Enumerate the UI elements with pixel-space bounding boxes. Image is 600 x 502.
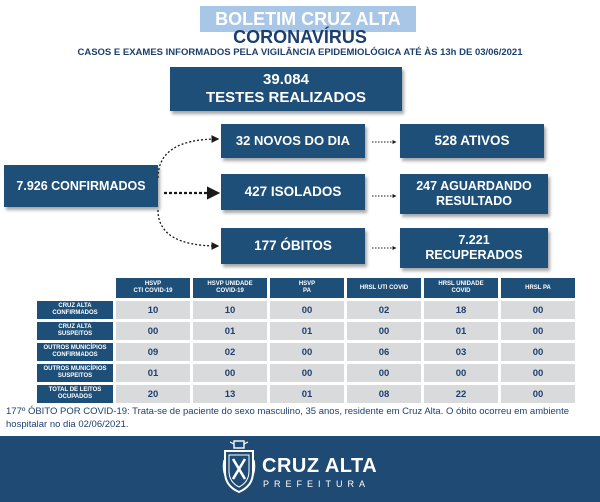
table-cell: 01	[270, 322, 344, 340]
awaiting-line2: RESULTADO	[436, 194, 512, 208]
row-header: CRUZ ALTA SUSPEITOS	[37, 322, 113, 340]
table-cell: 02	[193, 343, 267, 361]
brand-name: CRUZ ALTA	[262, 455, 378, 477]
awaiting-box	[400, 174, 548, 214]
table-row	[37, 385, 575, 403]
table-row	[37, 322, 575, 340]
table-cell: 01	[424, 322, 498, 340]
table-row	[37, 364, 575, 382]
row-header: CRUZ ALTA CONFIRMADOS	[37, 301, 113, 319]
table-cell: 10	[193, 301, 267, 319]
table-cell: 08	[347, 385, 421, 403]
table-cell: 22	[424, 385, 498, 403]
row-header: OUTROS MUNICÍPIOS CONFIRMADOS	[37, 343, 113, 361]
table-cell: 01	[270, 385, 344, 403]
table-cell: 00	[501, 385, 575, 403]
tests-number: 39.084	[263, 71, 309, 88]
table-cell: 00	[116, 322, 190, 340]
bulletin-subtitle: CORONAVÍRUS	[233, 27, 367, 47]
table-cell: 18	[424, 301, 498, 319]
table-cell: 13	[193, 385, 267, 403]
table-cell: 01	[116, 364, 190, 382]
table-cell: 09	[116, 343, 190, 361]
table-cell: 03	[424, 343, 498, 361]
tests-label: TESTES REALIZADOS	[205, 89, 366, 106]
table-row	[37, 343, 575, 361]
table-cell: 00	[270, 343, 344, 361]
recovered-box	[400, 228, 548, 268]
table-cell: 00	[347, 364, 421, 382]
active-box: 528 ATIVOS	[400, 124, 544, 158]
row-header: OUTROS MUNICÍPIOS SUSPEITOS	[37, 364, 113, 382]
table-cell: 00	[501, 364, 575, 382]
table-cell: 00	[270, 364, 344, 382]
column-header: HRSL UNIDADE COVID	[424, 278, 498, 298]
column-header: HRSL UTI COVID	[347, 278, 421, 298]
column-header: HRSL PA	[501, 278, 575, 298]
hospital-beds-table	[34, 275, 578, 406]
table-cell: 00	[193, 364, 267, 382]
table-cell: 02	[347, 301, 421, 319]
table-cell: 06	[347, 343, 421, 361]
new-cases-box: 32 NOVOS DO DIA	[221, 124, 365, 158]
table-cell: 00	[501, 322, 575, 340]
table-cell: 00	[501, 343, 575, 361]
column-header: HSVP UNIDADE COVID-19	[193, 278, 267, 298]
table-cell: 10	[116, 301, 190, 319]
table-cell: 00	[501, 301, 575, 319]
table-row	[37, 301, 575, 319]
confirmed-box: 7.926 CONFIRMADOS	[4, 165, 158, 207]
table-corner	[37, 278, 113, 298]
brand-subtitle: PREFEITURA	[263, 479, 371, 489]
column-header: HSVP CTI COVID-19	[116, 278, 190, 298]
city-crest-icon	[222, 440, 256, 494]
deaths-box: 177 ÓBITOS	[221, 228, 365, 264]
table-cell: 00	[270, 301, 344, 319]
table-cell: 20	[116, 385, 190, 403]
awaiting-line1: 247 AGUARDANDO	[416, 179, 532, 193]
recovered-line2: RECUPERADOS	[425, 248, 523, 262]
table-cell: 01	[193, 322, 267, 340]
death-note: 177º ÓBITO POR COVID-19: Trata-se de paciente do sexo masculino, 35 anos, residente em Cruz Alta. O óbito ocorreu em ambiente hospitalar no dia 02/06/2021.	[6, 406, 570, 430]
bulletin-title: BOLETIM CRUZ ALTA	[200, 6, 416, 32]
bulletin-caption: CASOS E EXAMES INFORMADOS PELA VIGILÂNCIA EPIDEMIOLÓGICA ATÉ ÀS 13h DE 03/06/2021	[77, 47, 523, 58]
table-header-row	[37, 278, 575, 298]
recovered-line1: 7.221	[458, 233, 490, 247]
table-cell: 00	[424, 364, 498, 382]
column-header: HSVP PA	[270, 278, 344, 298]
isolated-box: 427 ISOLADOS	[221, 174, 365, 210]
table-cell: 00	[347, 322, 421, 340]
row-header: TOTAL DE LEITOS OCUPADOS	[37, 385, 113, 403]
